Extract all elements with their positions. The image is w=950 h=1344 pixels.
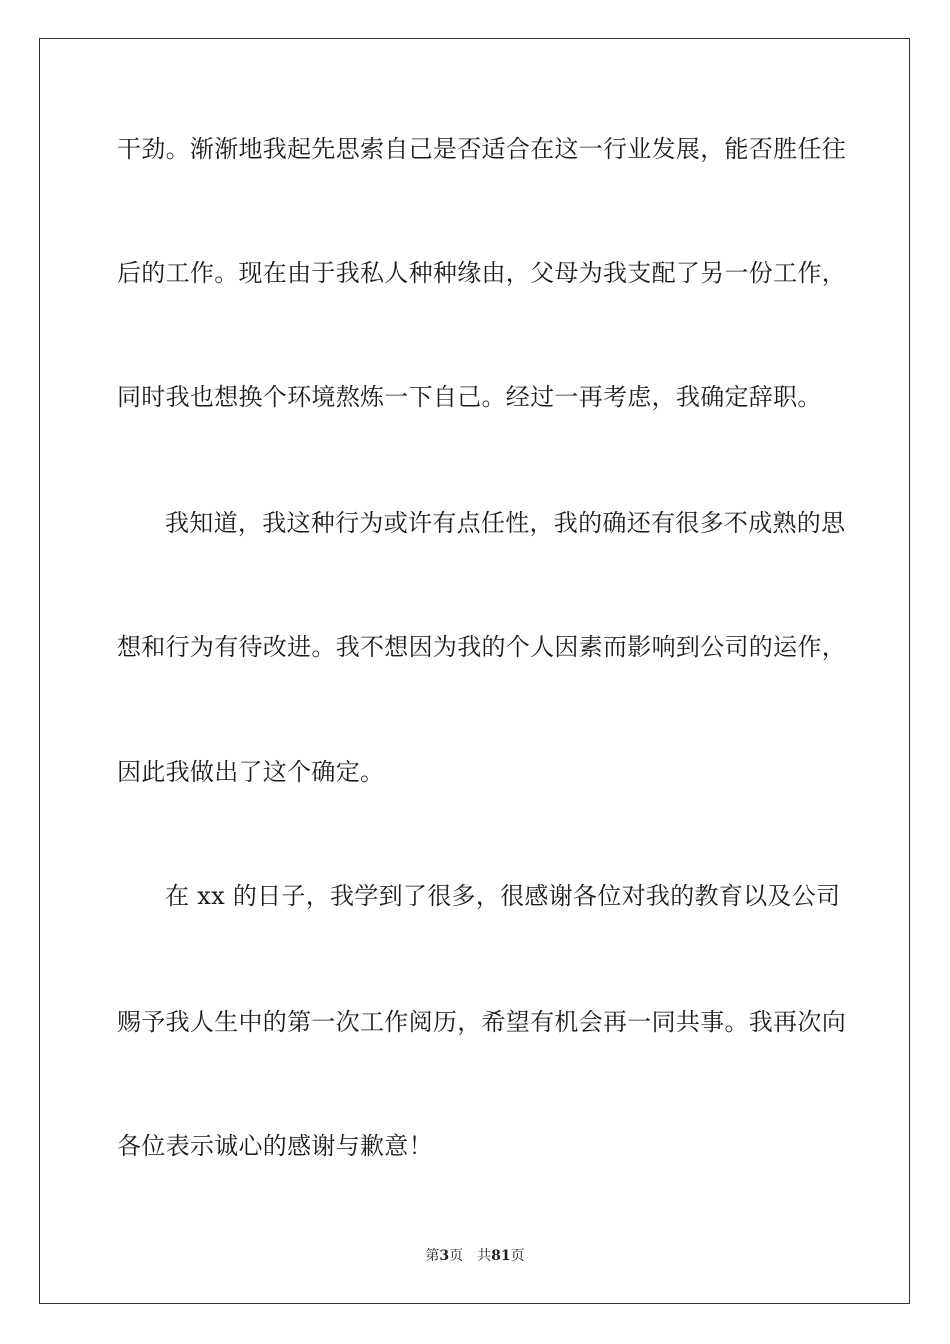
page-number-prefix: 第 [425, 1248, 440, 1264]
paragraph-line-5: 想和行为有待改进。我不想因为我的个人因素而影响到公司的运作， [117, 633, 846, 661]
total-pages: 81 [491, 1248, 511, 1264]
page-footer [0, 1246, 950, 1266]
total-pages-prefix: 共 [477, 1248, 492, 1264]
page-number-suffix: 页 [449, 1248, 464, 1264]
page-number: 3 [439, 1248, 450, 1264]
paragraph-line-8: 赐予我人生中的第一次工作阅历，希望有机会再一同共事。我再次向 [117, 1008, 846, 1036]
paragraph-line-2: 后的工作。现在由于我私人种种缘由，父母为我支配了另一份工作， [117, 259, 846, 287]
paragraph-line-4: 我知道，我这种行为或许有点任性，我的确还有很多不成熟的思 [165, 509, 846, 537]
paragraph-line-1: 干劲。渐渐地我起先思索自己是否适合在这一行业发展，能否胜任往 [117, 135, 846, 163]
total-pages-suffix: 页 [510, 1248, 525, 1264]
paragraph-line-7: 在 xx 的日子，我学到了很多，很感谢各位对我的教育以及公司 [165, 882, 841, 910]
page-border [39, 38, 910, 1304]
paragraph-line-6: 因此我做出了这个确定。 [117, 758, 385, 786]
paragraph-line-3: 同时我也想换个环境熬炼一下自己。经过一再考虑，我确定辞职。 [117, 383, 822, 411]
paragraph-line-9: 各位表示诚心的感谢与歉意！ [117, 1132, 433, 1160]
